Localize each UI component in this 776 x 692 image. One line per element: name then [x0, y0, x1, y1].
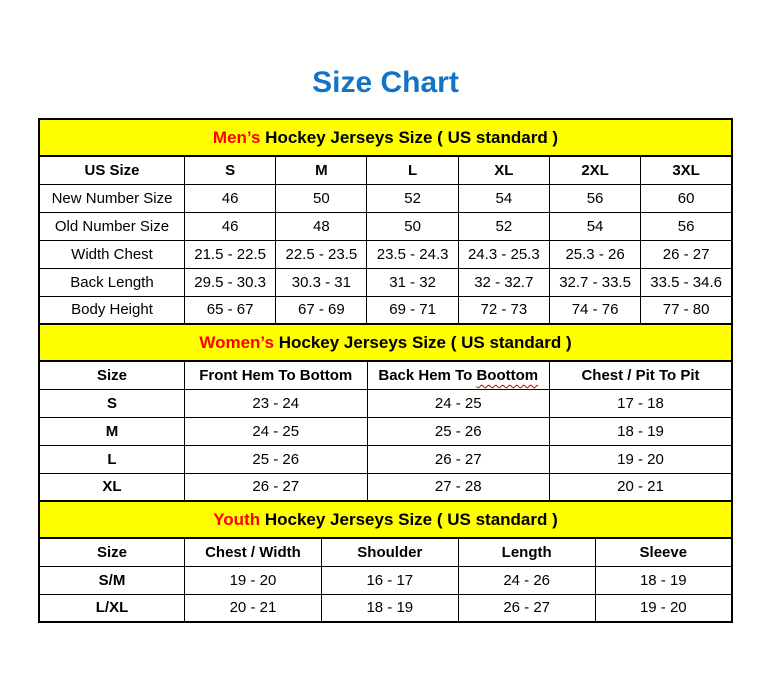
youth-size-value-cell: 16 - 17	[321, 566, 458, 594]
womens-size-value-cell: 26 - 27	[367, 445, 549, 473]
womens-row-label: L	[39, 445, 185, 473]
mens-column-header: XL	[458, 156, 549, 184]
womens-column-header: Chest / Pit To Pit	[549, 361, 732, 389]
mens-column-header: M	[276, 156, 367, 184]
youth-row-label: L/XL	[39, 594, 185, 622]
mens-size-value-cell: 32 - 32.7	[458, 268, 549, 296]
mens-column-header: US Size	[39, 156, 185, 184]
youth-size-value-cell: 26 - 27	[458, 594, 595, 622]
youth-size-value-cell: 19 - 20	[185, 566, 322, 594]
mens-size-value-cell: 69 - 71	[367, 296, 458, 324]
youth-size-value-cell: 18 - 19	[321, 594, 458, 622]
mens-column-header: L	[367, 156, 458, 184]
mens-size-value-cell: 48	[276, 212, 367, 240]
womens-column-header	[367, 361, 549, 389]
womens-column-header: Size	[39, 361, 185, 389]
mens-column-header: S	[185, 156, 276, 184]
womens-section	[38, 323, 733, 502]
youth-header-row	[39, 538, 732, 566]
youth-table-row	[39, 566, 732, 594]
youth-header-text: Hockey Jerseys Size ( US standard )	[260, 510, 558, 529]
womens-size-value-cell: 18 - 19	[549, 417, 732, 445]
mens-header-row	[39, 156, 732, 184]
mens-section-header	[38, 118, 733, 157]
mens-size-value-cell: 29.5 - 30.3	[185, 268, 276, 296]
mens-size-value-cell: 22.5 - 23.5	[276, 240, 367, 268]
mens-size-value-cell: 56	[641, 212, 732, 240]
mens-size-value-cell: 65 - 67	[185, 296, 276, 324]
youth-column-header: Shoulder	[321, 538, 458, 566]
womens-size-value-cell: 27 - 28	[367, 473, 549, 501]
mens-row-label: Old Number Size	[39, 212, 185, 240]
youth-column-header: Sleeve	[595, 538, 732, 566]
mens-table-row	[39, 212, 732, 240]
page-title: Size Chart	[312, 66, 459, 99]
mens-section	[38, 118, 733, 325]
mens-size-value-cell: 50	[367, 212, 458, 240]
mens-table-row	[39, 240, 732, 268]
youth-column-header: Chest / Width	[185, 538, 322, 566]
misspelled-word: Boottom	[476, 366, 539, 384]
youth-section	[38, 500, 733, 623]
mens-row-label: Width Chest	[39, 240, 185, 268]
womens-column-header: Front Hem To Bottom	[185, 361, 367, 389]
mens-size-value-cell: 31 - 32	[367, 268, 458, 296]
womens-row-label: XL	[39, 473, 185, 501]
mens-size-value-cell: 60	[641, 184, 732, 212]
youth-size-value-cell: 24 - 26	[458, 566, 595, 594]
mens-size-value-cell: 46	[185, 184, 276, 212]
mens-size-value-cell: 54	[458, 184, 549, 212]
womens-table-row	[39, 473, 732, 501]
mens-size-value-cell: 52	[367, 184, 458, 212]
mens-row-label: Back Length	[39, 268, 185, 296]
mens-highlight-label: Men’s	[212, 128, 261, 147]
mens-header-text: Hockey Jerseys Size ( US standard )	[260, 128, 559, 147]
mens-row-label: New Number Size	[39, 184, 185, 212]
mens-table-row	[39, 184, 732, 212]
womens-size-value-cell: 25 - 26	[185, 445, 367, 473]
womens-size-value-cell: 17 - 18	[549, 389, 732, 417]
mens-size-value-cell: 26 - 27	[641, 240, 732, 268]
womens-size-value-cell: 25 - 26	[367, 417, 549, 445]
womens-size-value-cell: 24 - 25	[367, 389, 549, 417]
mens-size-value-cell: 21.5 - 22.5	[185, 240, 276, 268]
womens-size-value-cell: 20 - 21	[549, 473, 732, 501]
womens-size-table	[38, 360, 733, 502]
youth-row-label: S/M	[39, 566, 185, 594]
youth-table-row	[39, 594, 732, 622]
mens-row-label: Body Height	[39, 296, 185, 324]
mens-size-value-cell: 52	[458, 212, 549, 240]
womens-table-row	[39, 445, 732, 473]
mens-size-value-cell: 23.5 - 24.3	[367, 240, 458, 268]
header-text: Back Hem To	[378, 366, 477, 384]
mens-size-value-cell: 67 - 69	[276, 296, 367, 324]
mens-size-value-cell: 50	[276, 184, 367, 212]
mens-size-value-cell: 25.3 - 26	[549, 240, 640, 268]
womens-section-header	[38, 323, 733, 362]
mens-column-header: 3XL	[641, 156, 732, 184]
womens-table-row	[39, 417, 732, 445]
mens-size-value-cell: 32.7 - 33.5	[549, 268, 640, 296]
mens-size-value-cell: 46	[185, 212, 276, 240]
mens-column-header: 2XL	[549, 156, 640, 184]
womens-size-value-cell: 23 - 24	[185, 389, 367, 417]
mens-table-row	[39, 296, 732, 324]
youth-column-header: Length	[458, 538, 595, 566]
mens-size-value-cell: 72 - 73	[458, 296, 549, 324]
size-chart-tables	[38, 118, 733, 623]
youth-column-header: Size	[39, 538, 185, 566]
mens-size-value-cell: 56	[549, 184, 640, 212]
youth-size-table	[38, 537, 733, 623]
womens-size-value-cell: 26 - 27	[185, 473, 367, 501]
womens-table-row	[39, 389, 732, 417]
mens-size-table	[38, 155, 733, 325]
youth-size-value-cell: 19 - 20	[595, 594, 732, 622]
youth-highlight-label: Youth	[213, 510, 261, 529]
womens-size-value-cell: 24 - 25	[185, 417, 367, 445]
mens-size-value-cell: 77 - 80	[641, 296, 732, 324]
womens-header-text: Hockey Jerseys Size ( US standard )	[273, 333, 572, 352]
youth-size-value-cell: 18 - 19	[595, 566, 732, 594]
womens-size-value-cell: 19 - 20	[549, 445, 732, 473]
womens-row-label: M	[39, 417, 185, 445]
mens-size-value-cell: 33.5 - 34.6	[641, 268, 732, 296]
womens-header-row	[39, 361, 732, 389]
youth-size-value-cell: 20 - 21	[185, 594, 322, 622]
youth-section-header	[38, 500, 733, 539]
mens-table-row	[39, 268, 732, 296]
mens-size-value-cell: 24.3 - 25.3	[458, 240, 549, 268]
womens-row-label: S	[39, 389, 185, 417]
mens-size-value-cell: 54	[549, 212, 640, 240]
womens-highlight-label: Women’s	[199, 333, 274, 352]
mens-size-value-cell: 30.3 - 31	[276, 268, 367, 296]
mens-size-value-cell: 74 - 76	[549, 296, 640, 324]
